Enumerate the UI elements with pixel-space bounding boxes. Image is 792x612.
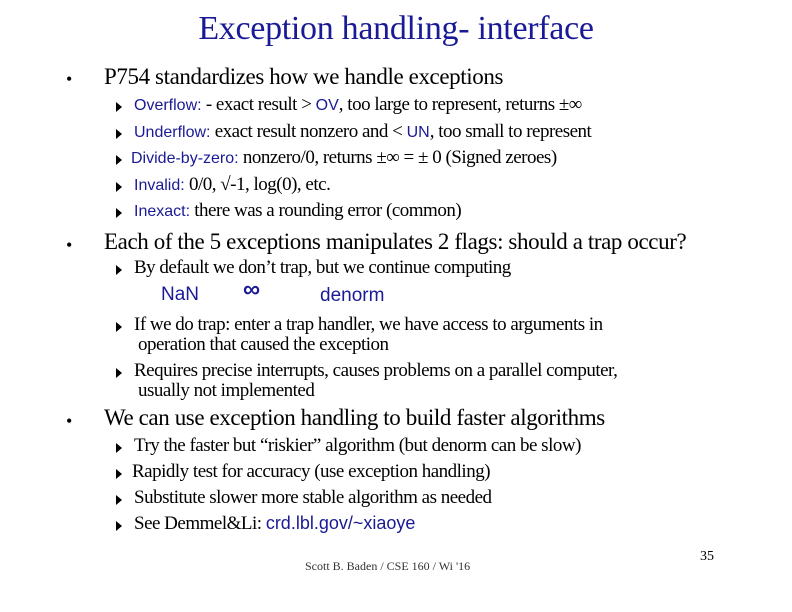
sub-label: Underflow: — [134, 124, 211, 141]
sub-item-divide-by-zero — [131, 147, 557, 169]
sub-label: Divide-by-zero: — [131, 150, 239, 167]
sub-item-substitute: Substitute slower more stable algorithm as needed — [134, 487, 492, 508]
sub-text: , too small to represent — [429, 121, 592, 142]
sub-item-rapid-test: Rapidly test for accuracy (use exception handling) — [132, 461, 491, 482]
bullet-1-text: P754 standardizes how we handle exceptions — [104, 64, 504, 89]
sub-item-precise-interrupts: Requires precise interrupts, causes problems on a parallel computer, — [134, 360, 618, 381]
sub-item-overflow — [134, 94, 582, 116]
triangle-right-icon — [116, 443, 122, 453]
bullet-2-text: Each of the 5 exceptions manipulates 2 flags: should a trap occur? — [104, 229, 687, 254]
triangle-right-icon — [116, 521, 122, 531]
triangle-right-icon — [116, 495, 122, 505]
bullet-dot: • — [66, 235, 73, 255]
sub-text: there was a rounding error (common) — [190, 200, 462, 221]
special-value-infinity: ∞ — [243, 276, 261, 303]
triangle-right-icon — [116, 368, 122, 378]
bullet-dot: • — [66, 69, 73, 89]
sub-item-invalid — [134, 174, 330, 196]
sub-item-see-demmel — [134, 513, 415, 535]
triangle-right-icon — [116, 182, 122, 192]
slide-title: Exception handling- interface — [198, 10, 594, 47]
sub-text: 0/0, √-1, log(0), etc. — [184, 174, 331, 195]
sub-text: , too large to represent, returns ±∞ — [338, 94, 582, 115]
footer-text: Scott B. Baden / CSE 160 / Wi '16 — [305, 559, 471, 573]
sub-text: exact result nonzero and < — [210, 121, 407, 142]
sub-item-trap-handler: If we do trap: enter a trap handler, we have access to arguments in — [134, 314, 603, 335]
sub-label: Overflow: — [134, 97, 202, 114]
triangle-right-icon — [116, 322, 122, 332]
triangle-right-icon — [116, 208, 122, 218]
sub-item-faster-algorithm: Try the faster but “riskier” algorithm (but denorm can be slow) — [134, 435, 581, 456]
sub-text: See Demmel&Li: — [134, 513, 266, 534]
sub-item-default-no-trap: By default we don’t trap, but we continue computing — [134, 257, 511, 278]
triangle-right-icon — [116, 129, 122, 139]
triangle-right-icon — [116, 469, 122, 479]
sub-item-trap-handler-cont: operation that caused the exception — [138, 334, 389, 355]
triangle-right-icon — [116, 265, 122, 275]
sub-label: Invalid: — [134, 177, 185, 194]
bullet-3-text: We can use exception handling to build faster algorithms — [104, 405, 605, 430]
sub-text: - exact result > — [201, 94, 316, 115]
special-value-nan: NaN — [161, 284, 200, 305]
special-value-denorm: denorm — [320, 285, 385, 306]
sub-code: OV — [315, 97, 339, 114]
sub-code: UN — [406, 124, 430, 141]
sub-text: nonzero/0, returns ±∞ = ± 0 (Signed zeroes) — [238, 147, 557, 168]
triangle-right-icon — [116, 102, 122, 112]
page-number: 35 — [700, 549, 714, 564]
sub-label: Inexact: — [134, 203, 191, 220]
sub-item-precise-interrupts-cont: usually not implemented — [138, 380, 315, 401]
sub-item-inexact — [134, 200, 461, 222]
sub-item-underflow — [134, 121, 591, 143]
triangle-right-icon — [116, 155, 122, 165]
bullet-dot: • — [66, 411, 73, 431]
xiaoye-link[interactable]: crd.lbl.gov/~xiaoye — [265, 513, 416, 533]
